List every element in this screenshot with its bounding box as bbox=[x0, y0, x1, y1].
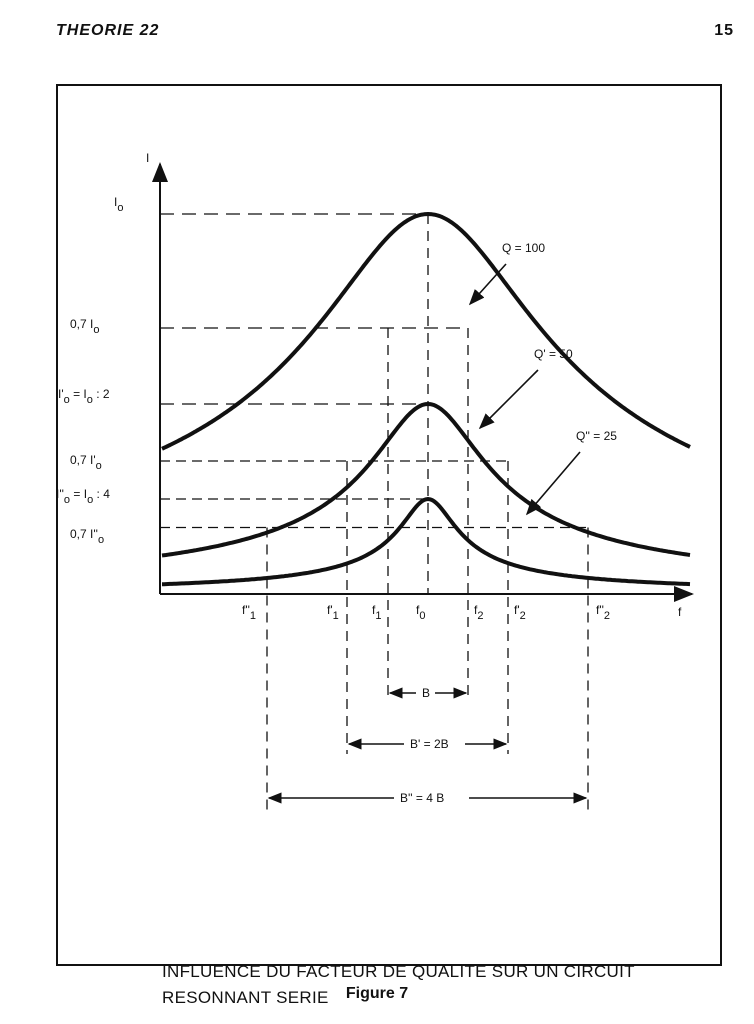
curve-label-q50: Q' = 50 bbox=[534, 347, 573, 361]
y-level-label-07Ippo: 0,7 I''o bbox=[70, 527, 105, 546]
figure-label: Figure 7 bbox=[345, 985, 409, 1002]
x-mark-label-fp2: f'2 bbox=[514, 603, 526, 622]
resonance-curves bbox=[162, 214, 690, 584]
bandwidth-label-B: B bbox=[422, 686, 431, 700]
y-level-label-07Ipo: 0,7 I'o bbox=[70, 453, 102, 472]
dashed-guides bbox=[160, 214, 588, 810]
y-axis-label: I bbox=[146, 151, 150, 165]
x-mark-label-f1: f1 bbox=[372, 603, 382, 622]
y-level-label-07Io: 0,7 Io bbox=[70, 317, 100, 336]
curve-q100 bbox=[162, 214, 690, 449]
curve-pointer-q100 bbox=[470, 264, 506, 304]
y-level-label-Ippo: I''o = Io : 4 bbox=[56, 487, 110, 506]
resonance-diagram bbox=[58, 86, 724, 968]
curve-label-q100: Q = 100 bbox=[502, 241, 546, 255]
page-number: 15 bbox=[714, 22, 734, 39]
x-mark-label-f2: f2 bbox=[474, 603, 484, 622]
page-header-title: THEORIE 22 bbox=[56, 22, 160, 39]
x-mark-label-fp1: f'1 bbox=[327, 603, 339, 622]
y-level-label-Io: Io bbox=[114, 195, 124, 214]
curve-pointer-q50 bbox=[480, 370, 538, 428]
x-mark-label-f0: f0 bbox=[416, 603, 426, 622]
bandwidth-label-Bpp: B'' = 4 B bbox=[400, 791, 445, 805]
curve-pointer-q25 bbox=[527, 452, 580, 514]
caption-line-2: RESONNANT SERIE bbox=[162, 988, 329, 1007]
annotation-labels bbox=[56, 195, 617, 622]
bandwidth-label-Bp: B' = 2B bbox=[410, 737, 449, 751]
x-mark-label-fpp1: f''1 bbox=[242, 603, 257, 622]
x-axis-label: f bbox=[678, 605, 682, 619]
caption-line-1: INFLUENCE DU FACTEUR DE QUALITE SUR UN CIRCUIT bbox=[162, 962, 635, 981]
x-mark-label-fpp2: f''2 bbox=[596, 603, 611, 622]
axes bbox=[146, 151, 692, 619]
curve-q50 bbox=[162, 404, 690, 556]
y-level-label-Ipo: I'o = Io : 2 bbox=[58, 387, 110, 406]
curve-label-q25: Q'' = 25 bbox=[576, 429, 617, 443]
bandwidth-markers bbox=[269, 684, 586, 805]
